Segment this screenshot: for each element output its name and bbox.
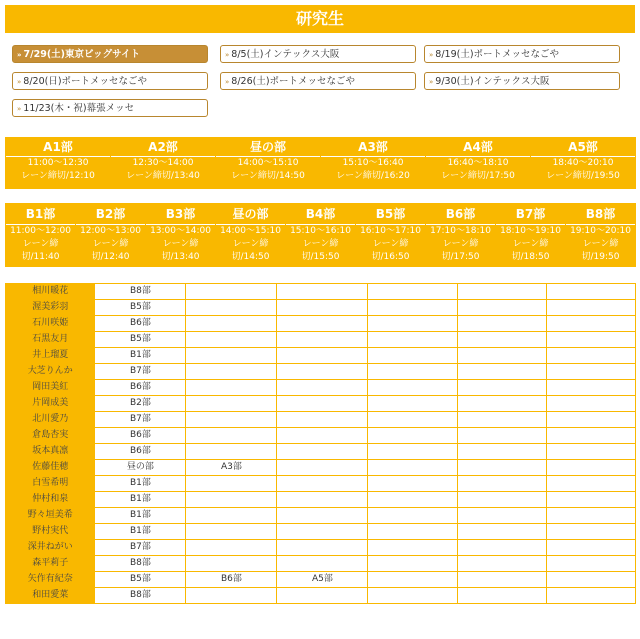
table-row [6, 572, 635, 587]
slot-cell [277, 428, 367, 443]
event-tab-label: 8/5(土)インテックス大阪 [231, 49, 340, 60]
member-name: 石黒友月 [6, 332, 94, 347]
chevron-right-icon: » [429, 51, 434, 59]
slot-cell: B1部 [95, 476, 185, 491]
slot-cell [186, 316, 276, 331]
slot-cell [458, 508, 546, 523]
table-row [6, 444, 635, 459]
chevron-right-icon: » [225, 51, 230, 59]
session-cell [356, 204, 425, 266]
session-time: 16:40～18:10 [447, 158, 509, 168]
session-deadline: レーン締切/12:10 [21, 171, 95, 181]
slot-cell [277, 364, 367, 379]
session-cell [321, 138, 425, 188]
slot-cell [368, 348, 456, 363]
slot-cell [186, 300, 276, 315]
slot-cell [277, 460, 367, 475]
slot-cell [186, 380, 276, 395]
session-name: B6部 [426, 204, 495, 225]
slot-cell [186, 476, 276, 491]
slot-cell [186, 492, 276, 507]
slot-cell [547, 316, 635, 331]
chevron-right-icon: » [225, 78, 230, 86]
slot-cell: B8部 [95, 556, 185, 571]
slot-cell [458, 348, 546, 363]
table-row [6, 476, 635, 491]
session-deadline: 切/15:50 [301, 252, 340, 262]
slot-cell [368, 332, 456, 347]
member-table [5, 283, 636, 604]
slot-cell: B8部 [95, 588, 185, 603]
table-row [6, 540, 635, 555]
session-name: A2部 [111, 138, 215, 157]
slot-cell: A3部 [186, 460, 276, 475]
member-name: 岡田美紅 [6, 380, 94, 395]
session-deadline: 切/16:50 [371, 252, 410, 262]
slot-cell [186, 444, 276, 459]
slot-cell [547, 332, 635, 347]
schedule-table-b [5, 203, 636, 267]
slot-cell [547, 364, 635, 379]
event-tab-label: 9/30(土)インテックス大阪 [435, 76, 550, 87]
member-name: 森平莉子 [6, 556, 94, 571]
session-cell [76, 204, 145, 266]
table-row [6, 316, 635, 331]
event-tab[interactable] [424, 72, 620, 90]
session-cell [146, 204, 215, 266]
slot-cell [277, 556, 367, 571]
event-tab-label: 8/19(土)ポートメッセなごや [435, 49, 559, 60]
slot-cell [368, 492, 456, 507]
member-name: 相川暖花 [6, 284, 94, 299]
session-cell [496, 204, 565, 266]
session-cell [531, 138, 635, 188]
slot-cell [368, 508, 456, 523]
session-time: 12:30～14:00 [132, 158, 194, 168]
event-tab-label: 8/26(土)ポートメッセなごや [231, 76, 355, 87]
member-name: 佐藤佳穂 [6, 460, 94, 475]
slot-cell [186, 364, 276, 379]
session-name: 昼の部 [216, 204, 285, 225]
session-time: 11:00～12:00 [10, 226, 71, 236]
slot-cell [458, 284, 546, 299]
session-time: 15:10～16:10 [290, 226, 351, 236]
member-name: 野村実代 [6, 524, 94, 539]
slot-cell [277, 508, 367, 523]
slot-cell: B7部 [95, 364, 185, 379]
table-row [6, 412, 635, 427]
session-lane: レーン締 [442, 239, 479, 249]
session-time: 14:00～15:10 [237, 158, 299, 168]
session-deadline: レーン締切/14:50 [231, 171, 305, 181]
member-name: 大芝りんか [6, 364, 94, 379]
session-time: 12:00～13:00 [80, 226, 141, 236]
slot-cell [368, 428, 456, 443]
event-tab[interactable] [220, 45, 416, 63]
session-cell [6, 138, 110, 188]
slot-cell [368, 476, 456, 491]
slot-cell [368, 396, 456, 411]
chevron-right-icon: » [429, 78, 434, 86]
slot-cell [368, 364, 456, 379]
slot-cell [186, 540, 276, 555]
slot-cell [458, 364, 546, 379]
table-row [6, 364, 635, 379]
slot-cell: B1部 [95, 524, 185, 539]
session-lane: レーン締 [302, 239, 339, 249]
slot-cell [186, 332, 276, 347]
session-name: B5部 [356, 204, 425, 225]
slot-cell [277, 588, 367, 603]
session-cell [426, 138, 530, 188]
slot-cell: B7部 [95, 412, 185, 427]
session-cell [426, 204, 495, 266]
session-name: B4部 [286, 204, 355, 225]
slot-cell [458, 412, 546, 427]
session-name: A1部 [6, 138, 110, 157]
slot-cell [547, 556, 635, 571]
table-row [6, 284, 635, 299]
slot-cell: B6部 [95, 428, 185, 443]
slot-cell [368, 444, 456, 459]
slot-cell [547, 396, 635, 411]
slot-cell: B1部 [95, 492, 185, 507]
session-deadline: 切/14:50 [231, 252, 270, 262]
session-cell [6, 204, 75, 266]
table-row [6, 588, 635, 603]
session-time: 15:10～16:40 [342, 158, 404, 168]
slot-cell [186, 508, 276, 523]
slot-cell [458, 300, 546, 315]
session-time: 13:00～14:00 [150, 226, 211, 236]
slot-cell [368, 588, 456, 603]
slot-cell: 昼の部 [95, 460, 185, 475]
session-deadline: レーン締切/16:20 [336, 171, 410, 181]
session-name: B3部 [146, 204, 215, 225]
schedule-table-a [5, 137, 636, 189]
slot-cell: B6部 [95, 380, 185, 395]
slot-cell [186, 348, 276, 363]
table-row [6, 556, 635, 571]
member-name: 倉島杏実 [6, 428, 94, 443]
chevron-right-icon: » [17, 105, 22, 113]
slot-cell: B2部 [95, 396, 185, 411]
slot-cell [368, 380, 456, 395]
slot-cell [458, 332, 546, 347]
member-name: 石川咲姫 [6, 316, 94, 331]
session-time: 18:40～20:10 [552, 158, 614, 168]
session-name: B2部 [76, 204, 145, 225]
slot-cell [186, 412, 276, 427]
event-tab[interactable] [12, 72, 208, 90]
slot-cell [277, 476, 367, 491]
slot-cell [458, 316, 546, 331]
session-cell [286, 204, 355, 266]
session-lane: レーン締 [372, 239, 409, 249]
slot-cell [458, 572, 546, 587]
table-row [6, 396, 635, 411]
slot-cell: B6部 [95, 316, 185, 331]
slot-cell [277, 284, 367, 299]
session-deadline: 切/17:50 [441, 252, 480, 262]
member-name: 深井ねがい [6, 540, 94, 555]
session-time: 19:10～20:10 [570, 226, 631, 236]
session-deadline: レーン締切/19:50 [546, 171, 620, 181]
slot-cell [547, 508, 635, 523]
slot-cell [277, 444, 367, 459]
slot-cell [547, 572, 635, 587]
slot-cell [458, 444, 546, 459]
slot-cell [458, 380, 546, 395]
slot-cell [186, 588, 276, 603]
session-deadline: 切/11:40 [21, 252, 60, 262]
table-row [6, 508, 635, 523]
slot-cell [458, 540, 546, 555]
slot-cell [547, 348, 635, 363]
session-time: 18:10～19:10 [500, 226, 561, 236]
slot-cell [277, 540, 367, 555]
slot-cell [277, 300, 367, 315]
slot-cell [277, 380, 367, 395]
member-name: 白雪希明 [6, 476, 94, 491]
member-name: 野々垣美希 [6, 508, 94, 523]
event-tab-label: 11/23(木・祝)幕張メッセ [23, 103, 135, 114]
member-name: 仲村和泉 [6, 492, 94, 507]
session-name: A4部 [426, 138, 530, 157]
session-time: 17:10～18:10 [430, 226, 491, 236]
session-deadline: レーン締切/13:40 [126, 171, 200, 181]
slot-cell [547, 284, 635, 299]
slot-cell [547, 540, 635, 555]
slot-cell [186, 524, 276, 539]
slot-cell [368, 316, 456, 331]
slot-cell [277, 348, 367, 363]
slot-cell [547, 444, 635, 459]
slot-cell [458, 476, 546, 491]
session-cell [216, 204, 285, 266]
session-time: 14:00～15:10 [220, 226, 281, 236]
slot-cell [368, 572, 456, 587]
session-cell [216, 138, 320, 188]
slot-cell [368, 460, 456, 475]
session-deadline: 切/13:40 [161, 252, 200, 262]
event-tab[interactable] [12, 45, 208, 63]
session-deadline: 切/12:40 [91, 252, 130, 262]
session-name: B1部 [6, 204, 75, 225]
slot-cell [277, 492, 367, 507]
session-name: A5部 [531, 138, 635, 157]
slot-cell: B5部 [95, 300, 185, 315]
session-deadline: レーン締切/17:50 [441, 171, 515, 181]
member-name: 渥美彩羽 [6, 300, 94, 315]
session-name: A3部 [321, 138, 425, 157]
table-row [6, 348, 635, 363]
slot-cell [547, 380, 635, 395]
event-tab[interactable] [220, 72, 416, 90]
session-time: 11:00～12:30 [27, 158, 89, 168]
session-deadline: 切/19:50 [581, 252, 620, 262]
chevron-right-icon: » [17, 51, 22, 59]
page-title: 研究生 [5, 5, 635, 33]
slot-cell [458, 588, 546, 603]
slot-cell: B6部 [186, 572, 276, 587]
slot-cell [547, 492, 635, 507]
member-name: 井上瑠夏 [6, 348, 94, 363]
session-time: 16:10～17:10 [360, 226, 421, 236]
slot-cell [186, 284, 276, 299]
table-row [6, 380, 635, 395]
slot-cell [458, 556, 546, 571]
table-row [6, 460, 635, 475]
slot-cell [547, 428, 635, 443]
table-row [6, 428, 635, 443]
member-name: 和田愛菜 [6, 588, 94, 603]
session-cell [566, 204, 635, 266]
slot-cell [458, 460, 546, 475]
session-lane: レーン締 [232, 239, 269, 249]
table-row [6, 332, 635, 347]
event-tab[interactable] [12, 99, 208, 117]
session-deadline: 切/18:50 [511, 252, 550, 262]
slot-cell [547, 588, 635, 603]
session-lane: レーン締 [22, 239, 59, 249]
slot-cell [547, 524, 635, 539]
slot-cell [277, 396, 367, 411]
slot-cell: B5部 [95, 572, 185, 587]
slot-cell [277, 332, 367, 347]
slot-cell [458, 524, 546, 539]
slot-cell: B7部 [95, 540, 185, 555]
slot-cell [368, 524, 456, 539]
session-name: B8部 [566, 204, 635, 225]
slot-cell [368, 284, 456, 299]
slot-cell [368, 540, 456, 555]
slot-cell [368, 300, 456, 315]
session-lane: レーン締 [92, 239, 129, 249]
slot-cell: B1部 [95, 348, 185, 363]
event-tab[interactable] [424, 45, 620, 63]
member-name: 坂本真凛 [6, 444, 94, 459]
session-lane: レーン締 [162, 239, 199, 249]
slot-cell [186, 556, 276, 571]
member-name: 矢作有紀奈 [6, 572, 94, 587]
slot-cell [458, 428, 546, 443]
slot-cell [547, 412, 635, 427]
event-tab-label: 8/20(日)ポートメッセなごや [23, 76, 147, 87]
table-row [6, 492, 635, 507]
slot-cell [458, 492, 546, 507]
slot-cell [277, 524, 367, 539]
slot-cell [368, 556, 456, 571]
slot-cell [186, 428, 276, 443]
slot-cell: A5部 [277, 572, 367, 587]
session-cell [111, 138, 215, 188]
session-name: 昼の部 [216, 138, 320, 157]
member-name: 片岡成美 [6, 396, 94, 411]
slot-cell: B6部 [95, 444, 185, 459]
slot-cell: B5部 [95, 332, 185, 347]
table-row [6, 524, 635, 539]
slot-cell: B1部 [95, 508, 185, 523]
slot-cell [186, 396, 276, 411]
slot-cell [277, 316, 367, 331]
member-name: 北川愛乃 [6, 412, 94, 427]
slot-cell [547, 300, 635, 315]
slot-cell [547, 460, 635, 475]
slot-cell: B8部 [95, 284, 185, 299]
slot-cell [547, 476, 635, 491]
slot-cell [277, 412, 367, 427]
event-tab-label: 7/29(土)東京ビッグサイト [23, 49, 140, 60]
session-lane: レーン締 [512, 239, 549, 249]
slot-cell [458, 396, 546, 411]
session-lane: レーン締 [582, 239, 619, 249]
table-row [6, 300, 635, 315]
session-name: B7部 [496, 204, 565, 225]
chevron-right-icon: » [17, 78, 22, 86]
slot-cell [368, 412, 456, 427]
